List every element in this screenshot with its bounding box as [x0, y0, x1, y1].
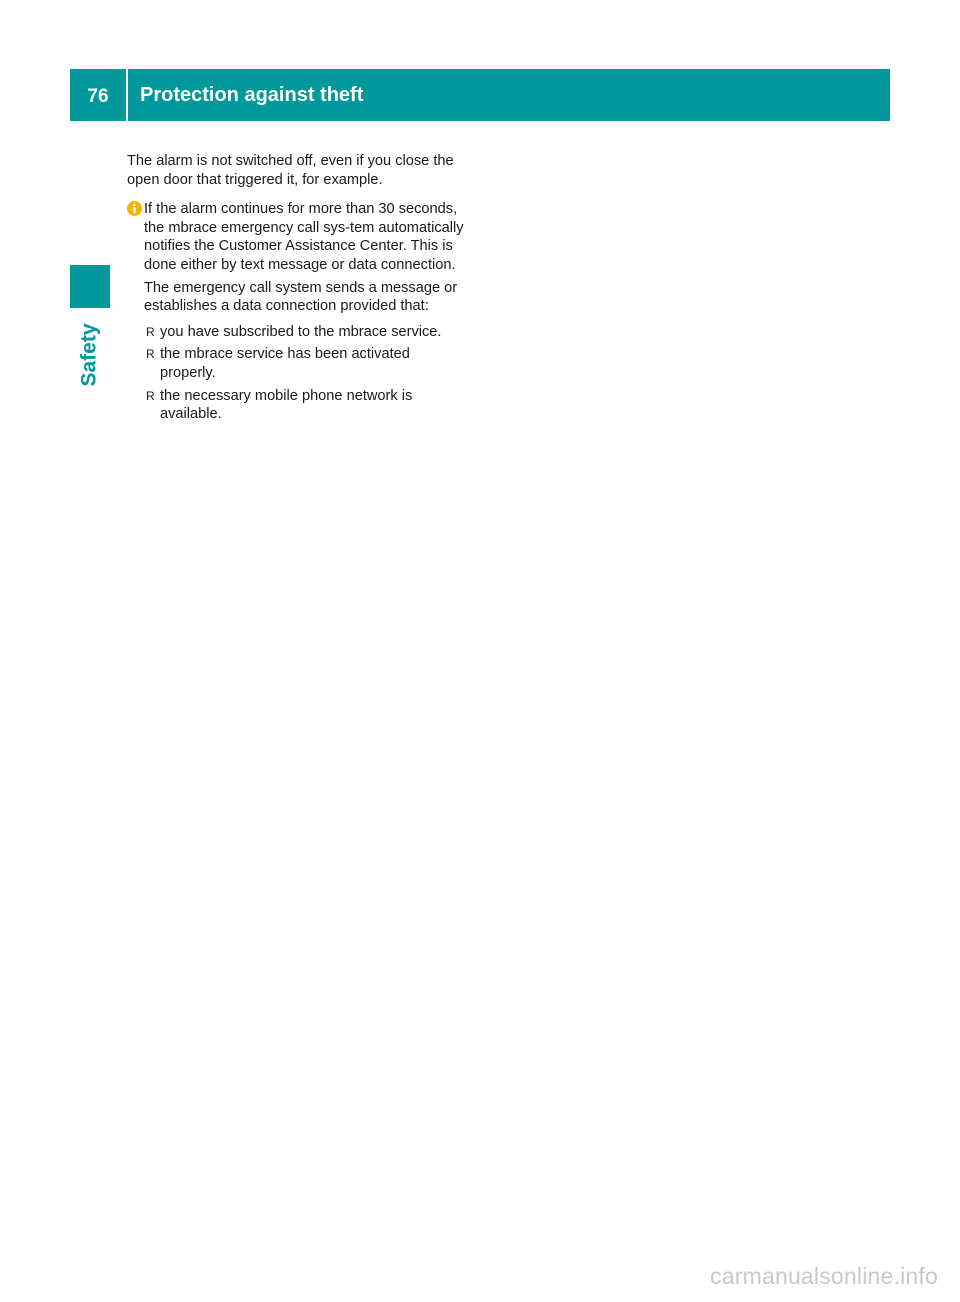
condition-list: [144, 323, 467, 424]
bullet-glyph: R: [146, 324, 155, 339]
bullet-glyph: R: [146, 388, 155, 403]
section-title: Protection against theft: [128, 69, 890, 121]
side-tab-marker: [70, 265, 110, 308]
bullet-glyph: R: [146, 347, 155, 362]
list-item-text: the mbrace service has been activated properly.: [160, 346, 410, 381]
main-content: [127, 152, 467, 428]
side-tab-label: [70, 318, 110, 392]
side-tab-text: Safety: [78, 323, 101, 387]
list-item: [144, 323, 467, 342]
page-header: [70, 69, 890, 121]
watermark: carmanualsonline.info: [710, 1263, 938, 1289]
info-text: If the alarm continues for more than 30 seconds, the mbrace emergency call sys-tem automatically notifies the Customer Assistance Center. This is done either by text message or data connection.: [144, 201, 464, 273]
page-number: 76: [70, 69, 126, 121]
info-continuation: [144, 279, 467, 424]
list-item-text: you have subscribed to the mbrace service.: [160, 323, 442, 340]
info-note: [127, 200, 467, 274]
list-item-text: the necessary mobile phone network is available.: [160, 387, 413, 423]
info-icon: [127, 201, 144, 222]
info-followup: The emergency call system sends a message or establishes a data connection provided that:: [144, 279, 458, 315]
list-item: [144, 387, 467, 424]
list-item: [144, 345, 467, 382]
intro-paragraph: The alarm is not switched off, even if you close the open door that triggered it, for example.: [127, 153, 454, 188]
